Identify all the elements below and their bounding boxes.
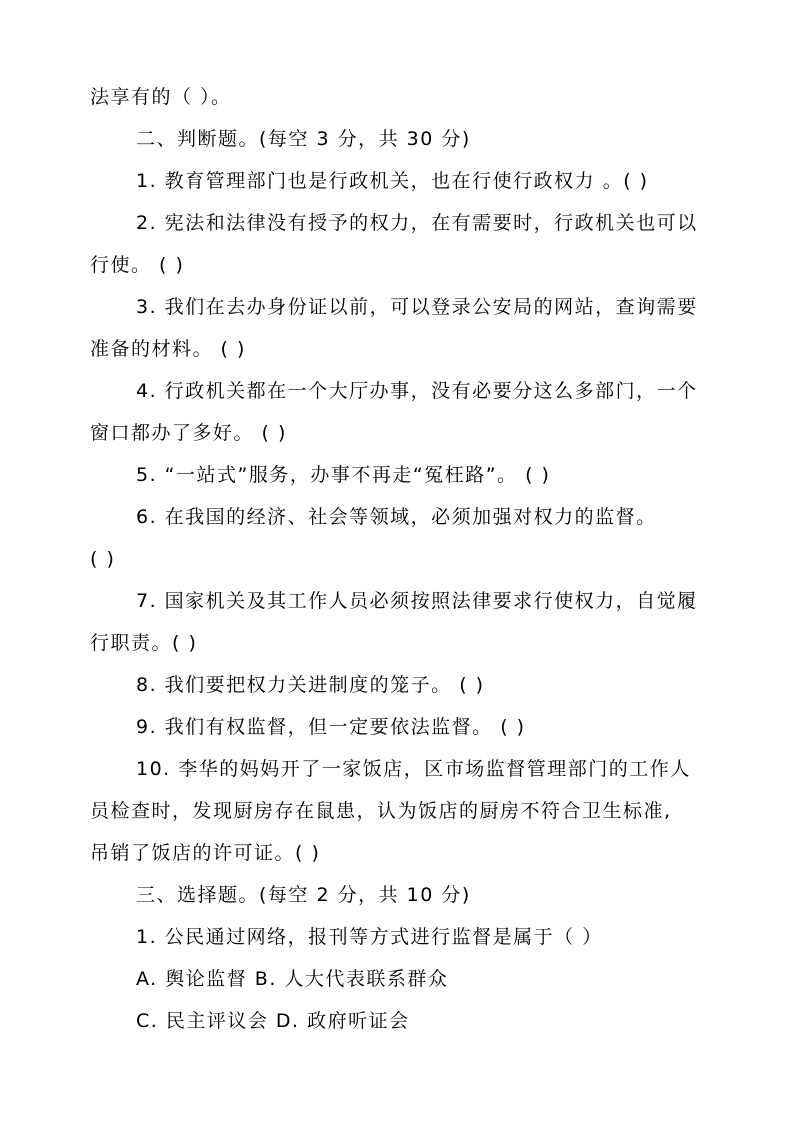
question-9: 9. 我们有权监督，但一定要依法监督。 ( ) [136, 716, 526, 738]
question-6: 6. 在我国的经济、社会等领域，必须加强对权力的监督。 [136, 506, 657, 528]
question-3-cont: 准备的材料。 ( ) [90, 338, 246, 360]
question-7-cont: 行职责。( ) [90, 632, 198, 654]
question-5: 5. “一站式”服务，办事不再走“冤枉路”。 ( ) [136, 464, 551, 486]
choice-question-1: 1. 公民通过网络，报刊等方式进行监督是属于（ ） [136, 926, 603, 948]
question-10: 10. 李华的妈妈开了一家饭店，区市场监督管理部门的工作人 [136, 758, 691, 780]
question-7: 7. 国家机关及其工作人员必须按照法律要求行使权力，自觉履 [136, 590, 698, 612]
question-10-cont-1: 员检查时，发现厨房存在鼠患，认为饭店的厨房不符合卫生标准, [90, 800, 672, 822]
text-line-continuation: 法享有的（ ）。 [90, 86, 232, 108]
question-1: 1. 教育管理部门也是行政机关，也在行使行政权力 。( ) [136, 170, 649, 192]
choice-options-cd: C. 民主评议会 D. 政府听证会 [136, 1010, 410, 1032]
choice-options-ab: A. 舆论监督 B. 人大代表联系群众 [136, 968, 449, 990]
question-10-cont-2: 吊销了饭店的许可证。( ) [90, 842, 321, 864]
question-2: 2. 宪法和法律没有授予的权力，在有需要时，行政机关也可以 [136, 212, 698, 234]
question-8: 8. 我们要把权力关进制度的笼子。 ( ) [136, 674, 485, 696]
question-6-cont: ( ) [90, 548, 116, 570]
section-heading-judgment: 二、判断题。(每空 3 分，共 30 分) [136, 128, 471, 150]
question-4-cont: 窗口都办了多好。 ( ) [90, 422, 287, 444]
question-4: 4. 行政机关都在一个大厅办事，没有必要分这么多部门，一个 [136, 380, 698, 402]
question-2-cont: 行使。 ( ) [90, 254, 185, 276]
section-heading-choice: 三、选择题。(每空 2 分，共 10 分) [136, 884, 471, 906]
question-3: 3. 我们在去办身份证以前，可以登录公安局的网站，查询需要 [136, 296, 698, 318]
